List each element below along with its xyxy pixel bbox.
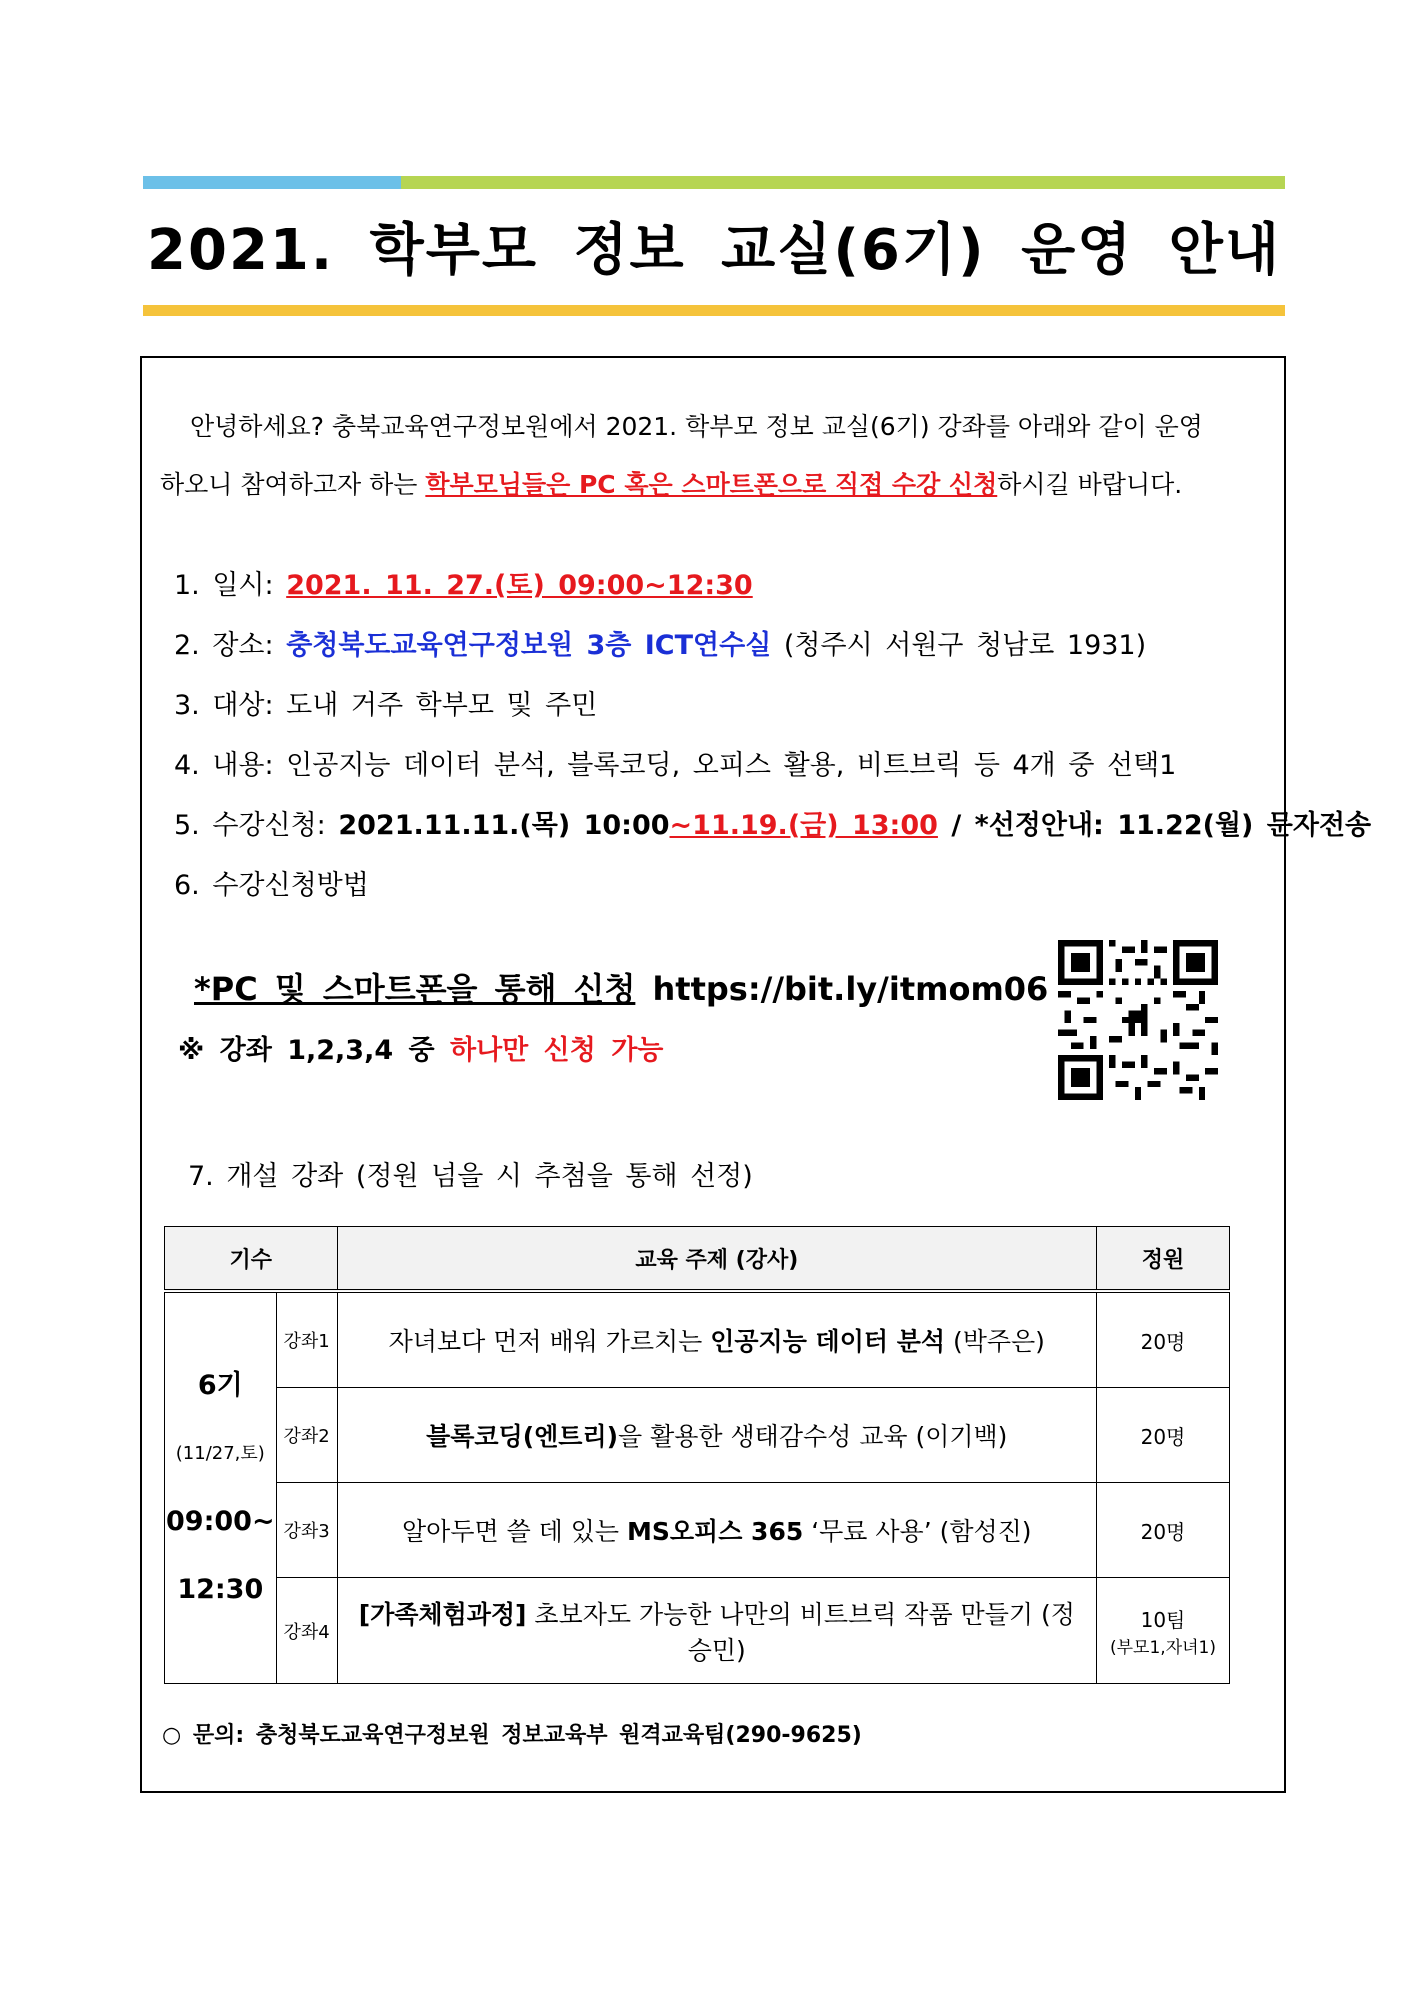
item-date	[174, 556, 1371, 616]
date-value: 2021. 11. 27.(토) 09:00~12:30	[286, 570, 753, 601]
intro-line1: 안녕하세요? 충북교육연구정보원에서 2021. 학부모 정보 교실(6기) 강좌를 아래와 같이 운영	[190, 412, 1203, 441]
place-value: 충청북도교육연구정보원 3층 ICT연수실	[286, 630, 772, 661]
topic-bold: 블록코딩(엔트리)	[426, 1422, 619, 1451]
place-address: (청주시 서원구 청남로 1931)	[771, 630, 1147, 661]
lecture-topic	[337, 1483, 1096, 1578]
apply-label: 5. 수강신청:	[174, 810, 339, 841]
intro-line2-pre: 하오니 참여하고자 하는	[160, 470, 426, 499]
intro-emphasis: 학부모님들은 PC 혹은 스마트폰으로 직접 수강 신청	[425, 470, 998, 499]
lecture-capacity: 20명	[1097, 1291, 1230, 1388]
apply-line	[194, 964, 1048, 1010]
info-list	[174, 556, 1371, 916]
date-label: 1. 일시:	[174, 570, 287, 601]
note-pre: ※ 강좌 1,2,3,4 중	[178, 1035, 451, 1066]
topic-post: ‘무료 사용’ (함성진)	[803, 1517, 1032, 1546]
page-title: 2021. 학부모 정보 교실(6기) 운영 안내	[147, 218, 1281, 283]
apply-start: 2021.11.11.(목) 10:00	[338, 810, 670, 841]
header-cohort: 기수	[165, 1227, 338, 1292]
topic-pre: 자녀보다 먼저 배워 가르치는	[388, 1327, 711, 1356]
topic-pre: 알아두면 쓸 데 있는	[402, 1517, 628, 1546]
title-bottom-bar	[143, 305, 1285, 316]
lecture-label: 강좌2	[276, 1388, 337, 1483]
lecture-capacity	[1097, 1578, 1230, 1684]
apply-notice: / *선정안내: 11.22(월) 문자전송	[937, 810, 1372, 841]
cohort-date: (11/27,토)	[175, 1443, 265, 1464]
topic-bold: MS오피스 365	[627, 1517, 804, 1546]
title-top-bar	[143, 176, 1285, 189]
header-capacity: 정원	[1097, 1227, 1230, 1292]
topic-post: 을 활용한 생태감수성 교육 (이기백)	[618, 1422, 1008, 1451]
item-apply-period	[174, 796, 1371, 856]
item-method: 6. 수강신청방법	[174, 870, 369, 901]
table-row	[165, 1578, 1230, 1684]
topic-bold: 인공지능 데이터 분석	[710, 1327, 946, 1356]
title-bar-blue-segment	[143, 176, 401, 189]
lecture-label: 강좌3	[276, 1483, 337, 1578]
header-topic: 교육 주제 (강사)	[337, 1227, 1096, 1292]
title-bar-green-segment	[401, 176, 1285, 189]
cohort-time-start: 09:00~	[166, 1506, 275, 1537]
table-row	[165, 1291, 1230, 1388]
topic-post: (박주은)	[945, 1327, 1045, 1356]
course-table	[164, 1226, 1230, 1684]
table-row	[165, 1388, 1230, 1483]
intro-paragraph	[160, 398, 1270, 514]
apply-url-link[interactable]: https://bit.ly/itmom06	[635, 970, 1049, 1008]
topic-post: 초보자도 가능한 나만의 비트브릭 작품 만들기 (정승민)	[526, 1599, 1075, 1665]
lecture-topic	[337, 1578, 1096, 1684]
note-emphasis: 하나만 신청 가능	[450, 1035, 664, 1066]
apply-text: *PC 및 스마트폰을 통해 신청	[194, 970, 636, 1008]
cohort-name: 6기	[197, 1370, 243, 1401]
contact-info: ○ 문의: 충청북도교육연구정보원 정보교육부 원격교육팀(290-9625)	[162, 1723, 862, 1748]
table-header-row	[165, 1227, 1230, 1292]
topic-bold: [가족체험과정]	[358, 1599, 527, 1629]
apply-note	[178, 1028, 663, 1067]
table-row	[165, 1483, 1230, 1578]
place-label: 2. 장소:	[174, 630, 287, 661]
cohort-info	[165, 1291, 277, 1684]
cohort-time-end: 12:30	[177, 1574, 264, 1605]
intro-line2-post: 하시길 바랍니다.	[997, 470, 1183, 499]
lecture-topic	[337, 1388, 1096, 1483]
intro-line2	[160, 456, 1270, 514]
qr-code-icon[interactable]	[1058, 940, 1218, 1100]
lecture-label: 강좌4	[276, 1578, 337, 1684]
capacity-note: (부모1,자녀1)	[1110, 1637, 1216, 1658]
item-place	[174, 616, 1371, 676]
capacity-value: 10팀	[1140, 1607, 1186, 1632]
lecture-label: 강좌1	[276, 1291, 337, 1388]
lecture-capacity: 20명	[1097, 1483, 1230, 1578]
item-target: 3. 대상: 도내 거주 학부모 및 주민	[174, 690, 598, 721]
apply-end: ~11.19.(금) 13:00	[669, 810, 938, 841]
section7-heading: 7. 개설 강좌 (정원 넘을 시 추첨을 통해 선정)	[188, 1161, 753, 1192]
item-content: 4. 내용: 인공지능 데이터 분석, 블록코딩, 오피스 활용, 비트브릭 등 4개 중 선택1	[174, 750, 1177, 781]
lecture-capacity: 20명	[1097, 1388, 1230, 1483]
lecture-topic	[337, 1291, 1096, 1388]
